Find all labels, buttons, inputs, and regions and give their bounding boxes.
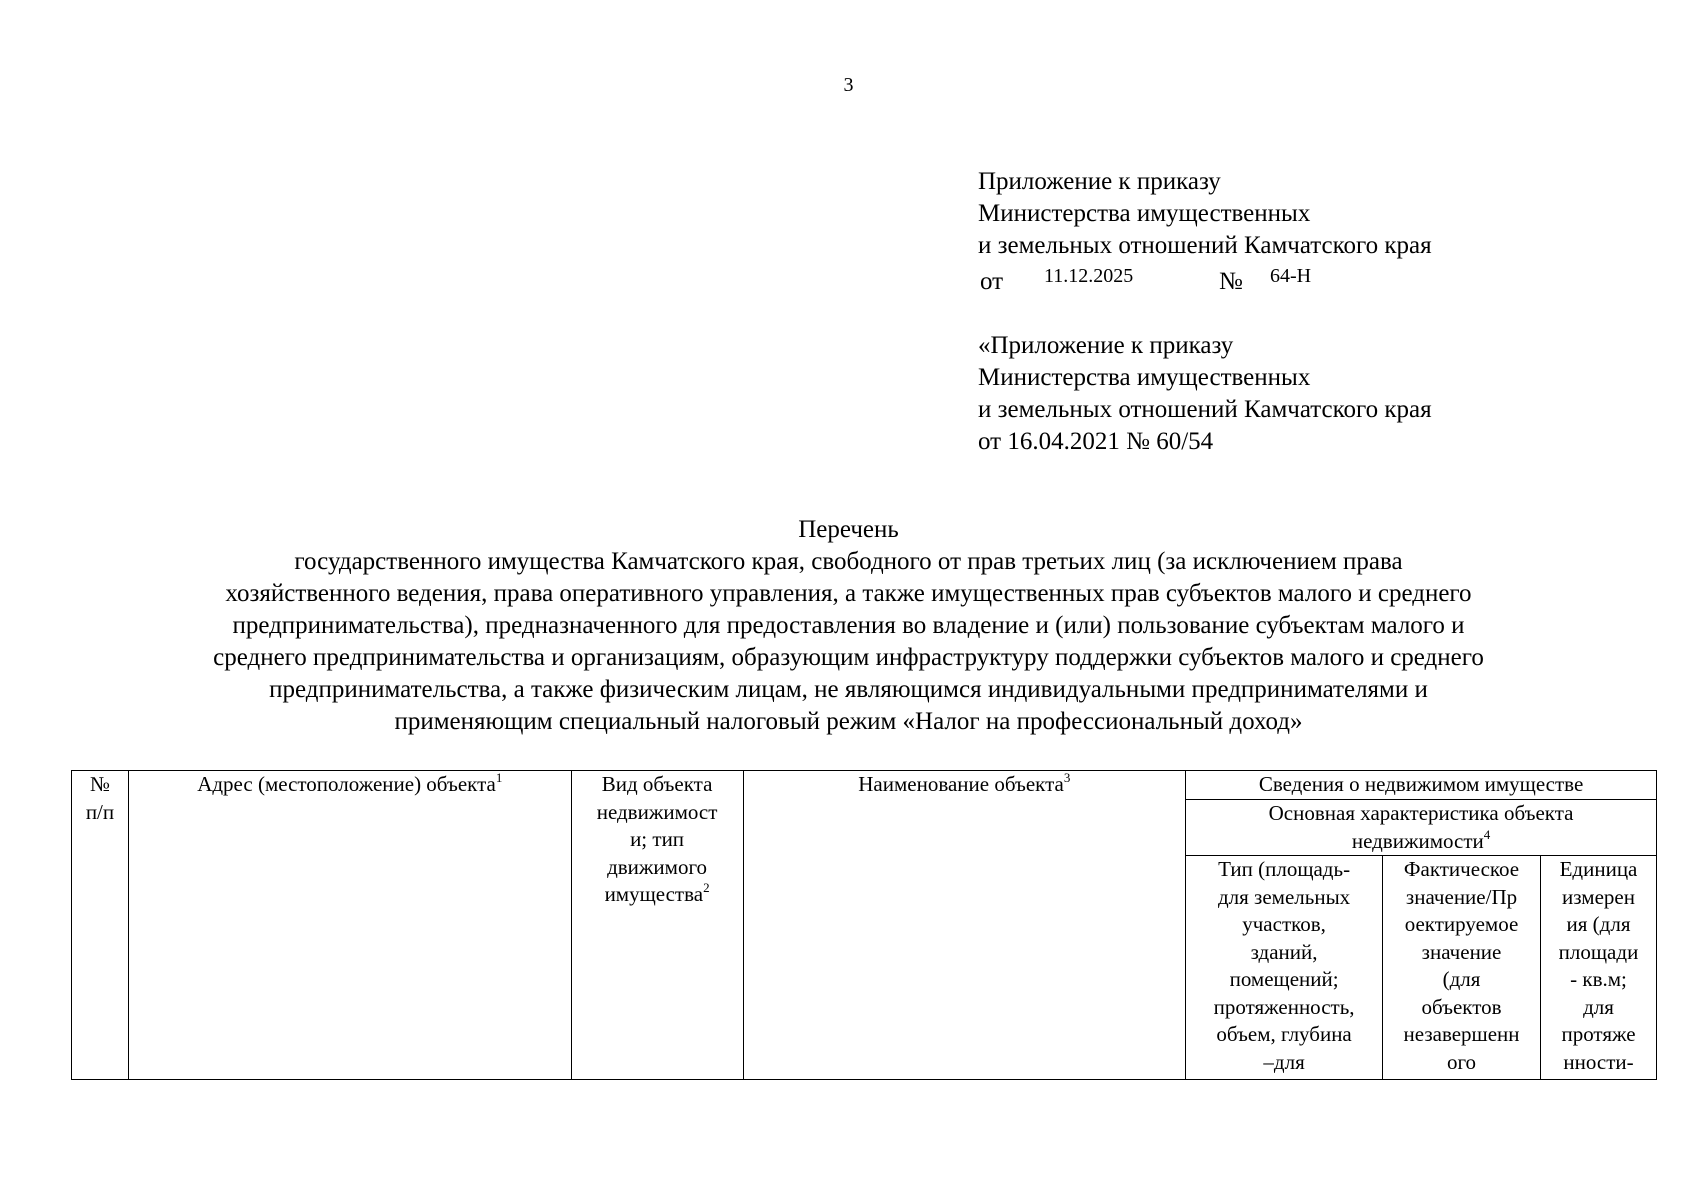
appendix-line: от 16.04.2021 № 60/54 <box>978 428 1214 455</box>
title-line: предпринимательства, а также физическим лицам, не являющимся индивидуальными предпринимателями и <box>269 676 1428 703</box>
order-number: 64-Н <box>1270 265 1312 287</box>
title-line: среднего предпринимательства и организациям, образующим инфраструктуру поддержки субъектов малого и среднего <box>213 644 1484 671</box>
header-cell-number: № п/п <box>72 771 129 1080</box>
appendix-approval-block <box>978 166 1432 294</box>
title-line: предпринимательства), предназначенного для предоставления во владение и (или) пользование субъектам малого и <box>232 612 1465 639</box>
header-cell-address: Адрес (местоположение) объекта$^1$ <box>128 771 571 1080</box>
title-heading: Перечень <box>798 516 899 543</box>
previous-appendix-block <box>978 330 1432 458</box>
header-cell-object-type: Вид объекта недвижимост и; тип движимого имущества$^2$ <box>571 771 743 1080</box>
appendix-line: Министерства имущественных <box>978 364 1311 391</box>
date-prefix: от <box>980 268 1004 295</box>
header-cell-realty-info: Сведения о недвижимом имуществе <box>1186 771 1657 800</box>
appendix-line: и земельных отношений Камчатского края <box>978 232 1432 259</box>
appendix-line: Министерства имущественных <box>978 200 1311 227</box>
order-date-line <box>978 262 1432 294</box>
appendix-line: «Приложение к приказу <box>978 332 1234 359</box>
document-title <box>0 514 1697 738</box>
header-cell-unit: Единица измерен ия (для площади - кв.м; для протяже нности- <box>1541 856 1657 1080</box>
footnote-ref: 4 <box>1483 826 1491 842</box>
header-cell-characteristic-type: Тип (площадь- для земельных участков, зданий, помещений; протяженность, объем, глубина –для <box>1186 856 1383 1080</box>
header-cell-main-characteristic: Основная характеристика объекта недвижимости$^4$ <box>1186 800 1657 856</box>
property-list-table <box>71 770 1657 1080</box>
header-cell-object-name: Наименование объекта$^3$ <box>743 771 1186 1080</box>
footnote-ref: 2 <box>703 880 710 895</box>
title-line: государственного имущества Камчатского края, свободного от прав третьих лиц (за исключением права <box>294 548 1403 575</box>
appendix-line: и земельных отношений Камчатского края <box>978 396 1432 423</box>
order-date: 11.12.2025 <box>1044 265 1134 287</box>
title-line: хозяйственного ведения, права оперативного управления, а также имущественных прав субъектов малого и среднего <box>225 580 1472 607</box>
appendix-line: Приложение к приказу <box>978 168 1221 195</box>
header-cell-actual-value: Фактическое значение/Пр оектируемое значение (для объектов незавершенн ого <box>1383 856 1541 1080</box>
title-line: применяющим специальный налоговый режим «Налог на профессиональный доход» <box>394 708 1303 735</box>
footnote-ref: 1 <box>495 770 503 785</box>
page-number: 3 <box>843 74 854 96</box>
number-sign: № <box>1219 268 1243 295</box>
footnote-ref: 3 <box>1063 770 1071 785</box>
